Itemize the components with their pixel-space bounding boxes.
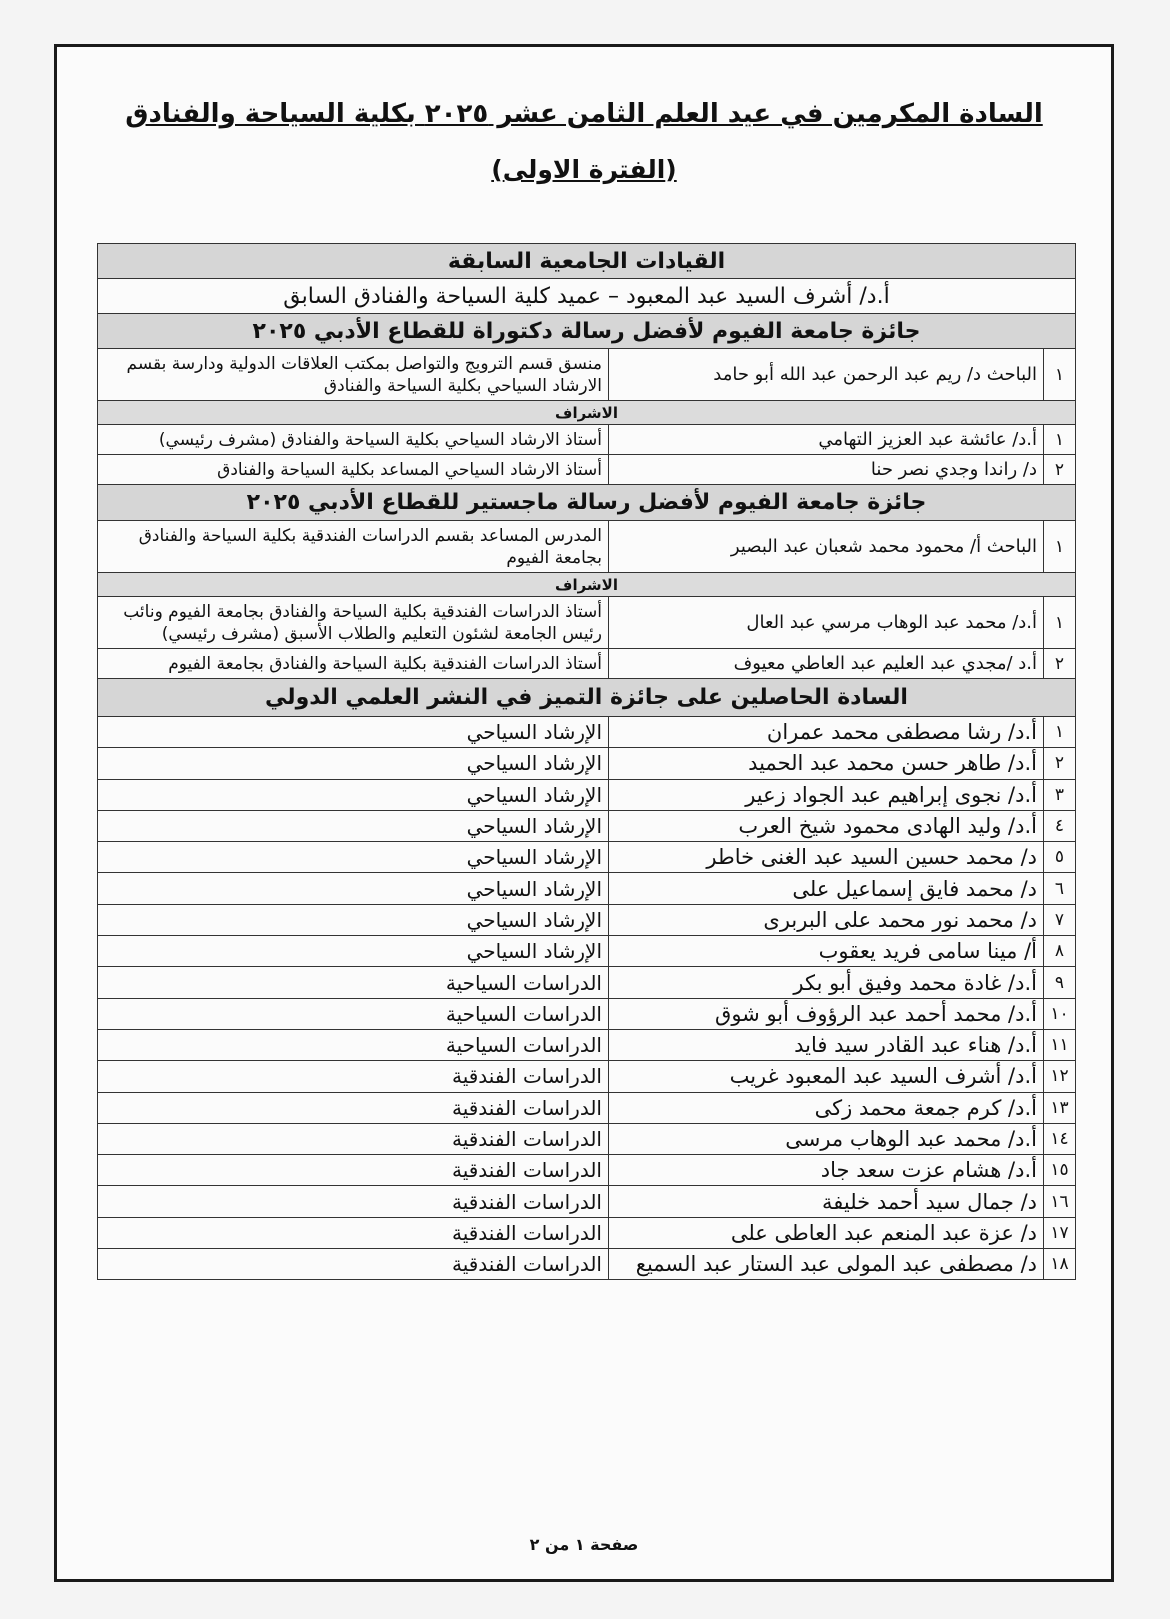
researcher-name: الباحث د/ ريم عبد الرحمن عبد الله أبو حامد	[609, 349, 1044, 401]
honoree-name: د/ محمد نور محمد على البربرى	[609, 904, 1044, 935]
table-row	[98, 1249, 1076, 1280]
department-name: الإرشاد السياحي	[98, 842, 609, 873]
page-frame	[54, 44, 1114, 1582]
row-number: ١٣	[1044, 1092, 1076, 1123]
department-name: الدراسات الفندقية	[98, 1061, 609, 1092]
department-name: الدراسات السياحية	[98, 1029, 609, 1060]
row-number: ١	[1044, 717, 1076, 748]
row-number: ١٨	[1044, 1249, 1076, 1280]
supervisor-name: أ.د /مجدي عبد العليم عبد العاطي معيوف	[609, 649, 1044, 679]
table-row	[98, 873, 1076, 904]
honoree-name: د/ عزة عبد المنعم عبد العاطى على	[609, 1217, 1044, 1248]
section-header	[98, 244, 1076, 279]
table-row	[98, 649, 1076, 679]
table-row	[98, 1155, 1076, 1186]
honoree-name: أ.د/ هشام عزت سعد جاد	[609, 1155, 1044, 1186]
row-number: ١٠	[1044, 998, 1076, 1029]
row-number: ١٦	[1044, 1186, 1076, 1217]
honoree-name: أ.د/ نجوى إبراهيم عبد الجواد زعير	[609, 779, 1044, 810]
researcher-description: منسق قسم الترويج والتواصل بمكتب العلاقات الدولية ودارسة بقسم الارشاد السياحي بكلية السياحة والفنادق	[98, 349, 609, 401]
row-number: ١	[1044, 597, 1076, 649]
former-leader-name: أ.د/ أشرف السيد عبد المعبود – عميد كلية السياحة والفنادق السابق	[98, 279, 1076, 314]
table-row	[98, 998, 1076, 1029]
department-name: الإرشاد السياحي	[98, 904, 609, 935]
table-row	[98, 1092, 1076, 1123]
table-row	[98, 521, 1076, 573]
honoree-name: أ.د/ محمد عبد الوهاب مرسى	[609, 1123, 1044, 1154]
table-row	[98, 842, 1076, 873]
table-row	[98, 810, 1076, 841]
supervisor-name: أ.د/ محمد عبد الوهاب مرسي عبد العال	[609, 597, 1044, 649]
row-number: ٥	[1044, 842, 1076, 873]
honoree-name: د/ مصطفى عبد المولى عبد الستار عبد السميع	[609, 1249, 1044, 1280]
former-leaders-header: القيادات الجامعية السابقة	[98, 244, 1076, 279]
table-row	[98, 1186, 1076, 1217]
table-row	[98, 455, 1076, 485]
page-footer: صفحة ١ من ٢	[529, 1535, 639, 1554]
department-name: الإرشاد السياحي	[98, 936, 609, 967]
table-row	[98, 425, 1076, 455]
honoree-name: د/ محمد حسين السيد عبد الغنى خاطر	[609, 842, 1044, 873]
row-number: ١٧	[1044, 1217, 1076, 1248]
row-number: ٢	[1044, 748, 1076, 779]
phd-award-header: جائزة جامعة الفيوم لأفضل رسالة دكتوراة للقطاع الأدبي ٢٠٢٥	[98, 314, 1076, 349]
row-number: ١	[1044, 349, 1076, 401]
row-number: ٨	[1044, 936, 1076, 967]
page-title: السادة المكرمين في عيد العلم الثامن عشر ٢٠٢٥ بكلية السياحة والفنادق	[125, 99, 1043, 129]
honoree-name: د/ محمد فايق إسماعيل على	[609, 873, 1044, 904]
row-number: ١	[1044, 425, 1076, 455]
masters-award-header: جائزة جامعة الفيوم لأفضل رسالة ماجستير للقطاع الأدبي ٢٠٢٥	[98, 485, 1076, 521]
table-row	[98, 1123, 1076, 1154]
table-row	[98, 936, 1076, 967]
publication-award-header: السادة الحاصلين على جائزة التميز في النشر العلمي الدولي	[98, 679, 1076, 717]
table-row	[98, 279, 1076, 314]
table-row	[98, 1061, 1076, 1092]
department-name: الإرشاد السياحي	[98, 717, 609, 748]
row-number: ٦	[1044, 873, 1076, 904]
department-name: الدراسات السياحية	[98, 967, 609, 998]
row-number: ٣	[1044, 779, 1076, 810]
department-name: الإرشاد السياحي	[98, 810, 609, 841]
honorees-table	[97, 243, 1076, 1280]
researcher-name: الباحث أ/ محمود محمد شعبان عبد البصير	[609, 521, 1044, 573]
section-subheader	[98, 573, 1076, 597]
supervisor-description: أستاذ الارشاد السياحي المساعد بكلية السياحة والفنادق	[98, 455, 609, 485]
department-name: الدراسات السياحية	[98, 998, 609, 1029]
department-name: الإرشاد السياحي	[98, 779, 609, 810]
table-row	[98, 1029, 1076, 1060]
section-header	[98, 485, 1076, 521]
row-number: ١٢	[1044, 1061, 1076, 1092]
row-number: ١٤	[1044, 1123, 1076, 1154]
table-row	[98, 967, 1076, 998]
department-name: الإرشاد السياحي	[98, 873, 609, 904]
supervisor-description: أستاذ الدراسات الفندقية بكلية السياحة والفنادق بجامعة الفيوم	[98, 649, 609, 679]
supervision-label: الاشراف	[98, 573, 1076, 597]
row-number: ٢	[1044, 455, 1076, 485]
section-header	[98, 679, 1076, 717]
honoree-name: أ.د/ أشرف السيد عبد المعبود غريب	[609, 1061, 1044, 1092]
section-subheader	[98, 401, 1076, 425]
row-number: ٧	[1044, 904, 1076, 935]
department-name: الدراسات الفندقية	[98, 1092, 609, 1123]
honoree-name: أ.د/ رشا مصطفى محمد عمران	[609, 717, 1044, 748]
page-subtitle: (الفترة الاولى)	[491, 155, 677, 184]
supervisor-name: أ.د/ عائشة عبد العزيز التهامي	[609, 425, 1044, 455]
table-row	[98, 748, 1076, 779]
honoree-name: أ.د/ وليد الهادى محمود شيخ العرب	[609, 810, 1044, 841]
department-name: الدراسات الفندقية	[98, 1249, 609, 1280]
honoree-name: أ.د/ محمد أحمد عبد الرؤوف أبو شوق	[609, 998, 1044, 1029]
section-header	[98, 314, 1076, 349]
row-number: ٤	[1044, 810, 1076, 841]
honoree-name: أ.د/ غادة محمد وفيق أبو بكر	[609, 967, 1044, 998]
department-name: الدراسات الفندقية	[98, 1217, 609, 1248]
row-number: ٩	[1044, 967, 1076, 998]
honoree-name: أ/ مينا سامى فريد يعقوب	[609, 936, 1044, 967]
honoree-name: أ.د/ كرم جمعة محمد زكى	[609, 1092, 1044, 1123]
supervisor-description: أستاذ الارشاد السياحي بكلية السياحة والفنادق (مشرف رئيسي)	[98, 425, 609, 455]
department-name: الدراسات الفندقية	[98, 1123, 609, 1154]
supervisor-description: أستاذ الدراسات الفندقية بكلية السياحة والفنادق بجامعة الفيوم ونائب رئيس الجامعة لشئون التعليم والطلاب الأسبق (مشرف رئيسي)	[98, 597, 609, 649]
department-name: الدراسات الفندقية	[98, 1186, 609, 1217]
table-row	[98, 1217, 1076, 1248]
honoree-name: أ.د/ هناء عبد القادر سيد فايد	[609, 1029, 1044, 1060]
row-number: ١١	[1044, 1029, 1076, 1060]
row-number: ١٥	[1044, 1155, 1076, 1186]
table-row	[98, 904, 1076, 935]
honoree-name: د/ جمال سيد أحمد خليفة	[609, 1186, 1044, 1217]
table-row	[98, 779, 1076, 810]
table-row	[98, 349, 1076, 401]
supervision-label: الاشراف	[98, 401, 1076, 425]
table-row	[98, 717, 1076, 748]
table-row	[98, 597, 1076, 649]
row-number: ٢	[1044, 649, 1076, 679]
honoree-name: أ.د/ طاهر حسن محمد عبد الحميد	[609, 748, 1044, 779]
department-name: الإرشاد السياحي	[98, 748, 609, 779]
researcher-description: المدرس المساعد بقسم الدراسات الفندقية بكلية السياحة والفنادق بجامعة الفيوم	[98, 521, 609, 573]
department-name: الدراسات الفندقية	[98, 1155, 609, 1186]
row-number: ١	[1044, 521, 1076, 573]
supervisor-name: د/ راندا وجدي نصر حنا	[609, 455, 1044, 485]
